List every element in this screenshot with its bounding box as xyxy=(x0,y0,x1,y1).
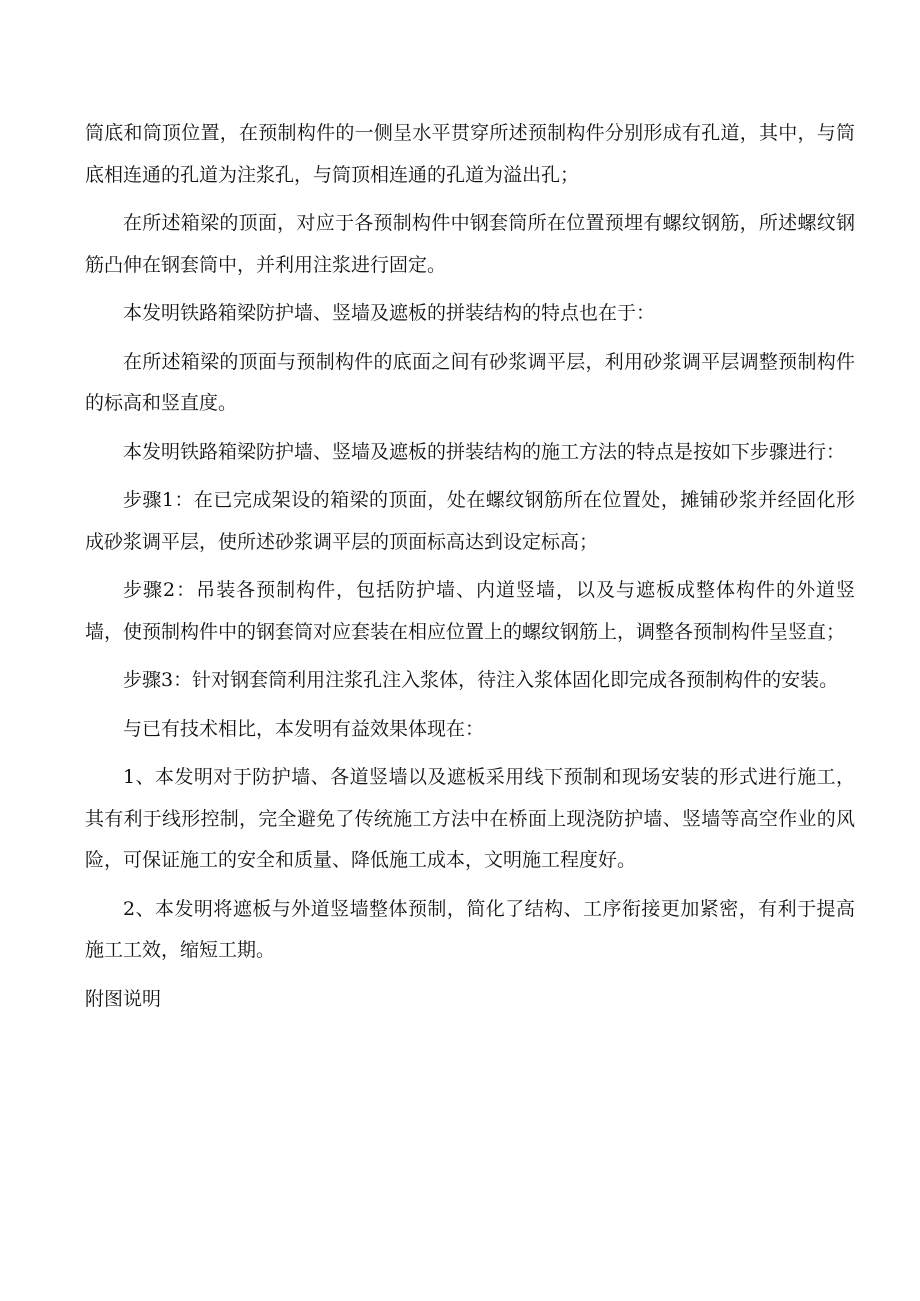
paragraph-step-1: 步骤1：在已完成架设的箱梁的顶面，处在螺纹钢筋所在位置处，摊铺砂浆并经固化形成砂浆调平层，使所述砂浆调平层的顶面标高达到设定标高； xyxy=(85,489,855,553)
paragraph-step-2: 步骤2：吊装各预制构件，包括防护墙、内道竖墙，以及与遮板成整体构件的外道竖墙，使预制构件中的钢套筒对应套装在相应位置上的螺纹钢筋上，调整各预制构件呈竖直； xyxy=(85,579,855,643)
paragraph-continuation: 筒底和筒顶位置，在预制构件的一侧呈水平贯穿所述预制构件分别形成有孔道，其中，与筒底相连通的孔道为注浆孔，与筒顶相连通的孔道为溢出孔； xyxy=(85,122,855,186)
paragraph-method-intro: 本发明铁路箱梁防护墙、竖墙及遮板的拼装结构的施工方法的特点是按如下步骤进行： xyxy=(123,440,846,463)
section-heading-figures: 附图说明 xyxy=(85,987,162,1010)
paragraph-benefit-2: 2、本发明将遮板与外道竖墙整体预制，简化了结构、工序衔接更加紧密，有利于提高施工工效，缩短工期。 xyxy=(85,897,855,961)
paragraph-mortar-layer: 在所述箱梁的顶面与预制构件的底面之间有砂浆调平层，利用砂浆调平层调整预制构件的标高和竖直度。 xyxy=(85,350,855,414)
paragraph-feature-intro: 本发明铁路箱梁防护墙、竖墙及遮板的拼装结构的特点也在于： xyxy=(123,302,656,324)
paragraph-benefits-intro: 与已有技术相比，本发明有益效果体现在： xyxy=(123,717,485,740)
document-body xyxy=(85,113,855,1020)
paragraph-step-3: 步骤3：针对钢套筒利用注浆孔注入浆体，待注入浆体固化即完成各预制构件的安装。 xyxy=(123,669,839,691)
paragraph-benefit-1: 1、本发明对于防护墙、各道竖墙以及遮板采用线下预制和现场安装的形式进行施工，其有利于线形控制，完全避免了传统施工方法中在桥面上现浇防护墙、竖墙等高空作业的风险，可保证施工的安全和质量、降低施工成本，文明施工程度好。 xyxy=(85,766,855,871)
paragraph-rebar: 在所述箱梁的顶面，对应于各预制构件中钢套筒所在位置预埋有螺纹钢筋，所述螺纹钢筋凸伸在钢套筒中，并利用注浆进行固定。 xyxy=(85,212,855,276)
